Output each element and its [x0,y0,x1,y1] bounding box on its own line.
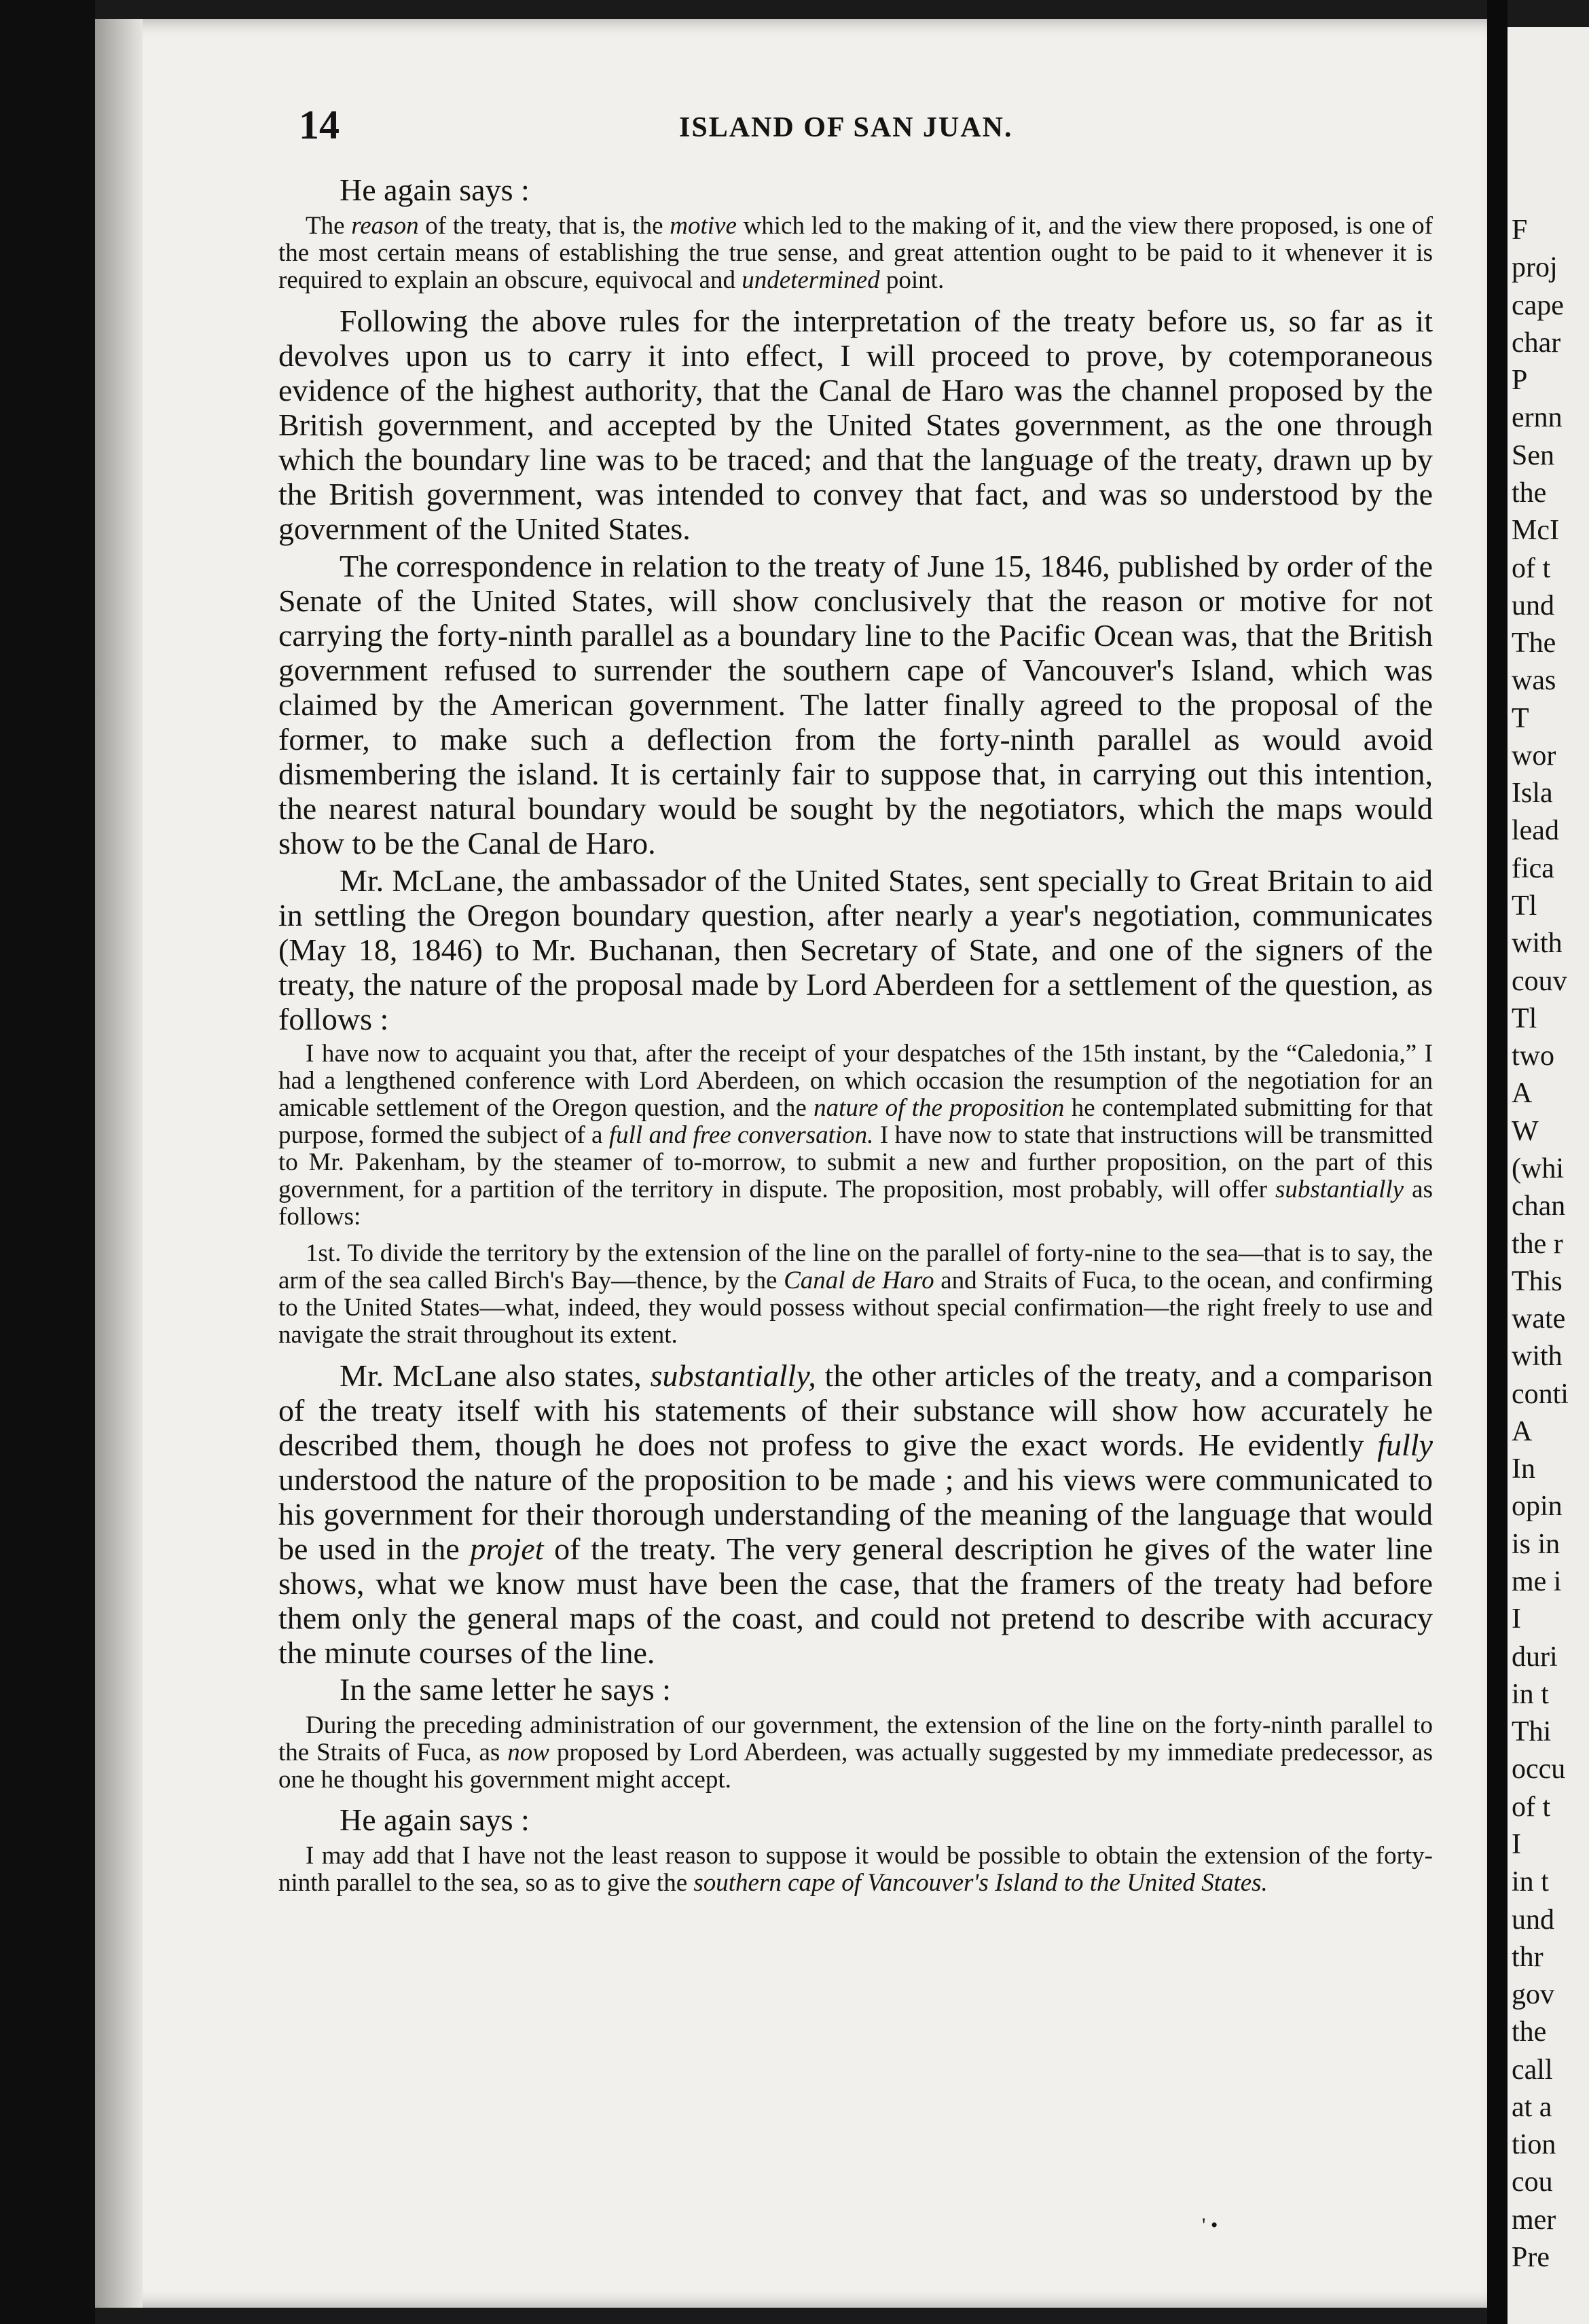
page-header [299,102,1453,156]
facing-page-fragment: I [1512,1828,1521,1860]
facing-page-fragment: in t [1512,1678,1549,1710]
page-number: 14 [299,103,340,147]
facing-page-fragment: thr [1512,1941,1544,1973]
facing-page-fragment: at a [1512,2091,1552,2123]
facing-page-fragment: two [1512,1040,1554,1072]
facing-page-fragment: me i [1512,1566,1562,1597]
facing-page-fragment: of t [1512,1791,1551,1823]
facing-page-fragment: cape [1512,289,1564,321]
facing-page-fragment: tion [1512,2129,1556,2161]
facing-page-fragment: with [1512,928,1563,960]
facing-page-fragment: (whi [1512,1152,1564,1184]
facing-page-fragment: A [1512,1415,1533,1447]
facing-page-fragment: in t [1512,1866,1549,1898]
facing-page-fragment: I [1512,1603,1521,1635]
facing-page-fragment: fica [1512,852,1554,884]
facing-page-fragment: F [1512,215,1528,246]
facing-page-fragment: lead [1512,815,1559,847]
facing-page-fragment: the r [1512,1228,1563,1260]
footer-mark: ' • [1202,2214,1218,2236]
paragraph: Following the above rules for the interpretation of the treaty before us, so far as it devolves upon us to carry it into effect, I will proceed to prove, by cotemporaneous evidence of the highest authority, that the Canal de Haro was the channel proposed by the British government, and accepted by the United States government, as the one through which the boundary line was to be traced; and that the language of the treaty, drawn up by the British government, was intended to convey that fact, and was so understood by the government of the United States. [278,304,1433,546]
facing-page-fragment: proj [1512,252,1558,284]
facing-page-fragment: call [1512,2054,1553,2086]
facing-page-fragment: cou [1512,2166,1553,2198]
block-quote-item: 1st. To divide the territory by the extension of the line on the parallel of forty-nine to the sea—that is to say, the arm of the sea called Birch's Bay—thence, by the Canal de Haro and Straits of Fuca, to the ocean, and confirming to the United States—what, indeed, they would possess without special confirmation—the right freely to use and navigate the strait throughout its extent. [278,1239,1433,1349]
facing-page-fragment: char [1512,327,1561,359]
facing-page-fragment: Tl [1512,1002,1537,1034]
facing-page-fragment: conti [1512,1378,1569,1410]
facing-page-fragment: In [1512,1453,1535,1485]
facing-page-fragment: opin [1512,1491,1563,1523]
paragraph: Mr. McLane also states, substantially, the other articles of the treaty, and a comparison of the treaty itself with his statements of their substance will show how accurately he described them, though he does not profess to give the exact words. He evidently fully understood the nature of the proposition to be made ; and his views were communicated to his government for their thorough understanding of the meaning of the language that would be used in the projet of the treaty. The very general description he gives of the water line shows, what we know must have been the case, that the framers of the treaty had before them only the general maps of the coast, and could not pretend to describe with accuracy the minute courses of the line. [278,1358,1433,1670]
facing-page-fragment: chan [1512,1191,1566,1222]
block-quote: During the preceding administration of our government, the extension of the line on the forty-ninth parallel to the Straits of Fuca, as now proposed by Lord Aberdeen, was actually suggested by my immediate predecessor, as one he thought his government might accept. [278,1711,1433,1794]
facing-page-fragment: was [1512,665,1556,697]
facing-page-fragment: A [1512,1078,1533,1110]
facing-page-fragment: gov [1512,1979,1554,2011]
facing-page-fragment: of t [1512,552,1551,584]
block-quote: I may add that I have not the least reason to suppose it would be possible to obtain the extension of the forty-ninth parallel to the sea, so as to give the southern cape of Vancouver's Island to the United States. [278,1842,1433,1897]
intro-line: He again says : [340,1802,530,1837]
facing-page-fragment: und [1512,1904,1554,1936]
page-binding-shadow [95,19,143,2308]
intro-line: In the same letter he says : [340,1672,671,1707]
facing-page-fragment: und [1512,589,1554,621]
facing-page-fragment: wate [1512,1303,1566,1335]
facing-page [1508,27,1589,2324]
book-edge-left [0,0,95,2324]
running-title: ISLAND OF SAN JUAN. [679,112,1013,143]
facing-page-fragment: McI [1512,515,1559,547]
facing-page-fragment: occu [1512,1754,1566,1785]
facing-page-fragment: Isla [1512,778,1553,810]
intro-line: He again says : [340,173,530,207]
facing-page-fragment: mer [1512,2204,1556,2236]
facing-page-fragment: The [1512,628,1556,659]
facing-page-fragment: P [1512,365,1528,397]
facing-page-fragment: Tl [1512,890,1537,922]
facing-page-fragment: This [1512,1265,1563,1297]
facing-page-fragment: ernn [1512,402,1563,434]
facing-page-fragment: W [1512,1115,1539,1147]
paragraph: Mr. McLane, the ambassador of the United States, sent specially to Great Britain to aid in settling the Oregon boundary question, after nearly a year's negotiation, communicates (May 18, 1846) to Mr. Buchanan, then Secretary of State, and one of the signers of the treaty, the nature of the proposal made by Lord Aberdeen for a settlement of the question, as follows : [278,863,1433,1036]
facing-page-fragment: the [1512,477,1547,509]
block-quote: I have now to acquaint you that, after the receipt of your despatches of the 15th instant, by the “Caledonia,” I had a lengthened conference with Lord Aberdeen, on which occasion the resumption of the negotiation for an amicable settlement of the Oregon question, and the nature of the proposition he contemplated submitting for that purpose, formed the subject of a full and free conversation. I have now to state that instructions will be transmitted to Mr. Pakenham, by the steamer of to-morrow, to submit a new and further proposition, on the part of this government, for a partition of the territory in dispute. The proposition, most probably, will offer substantially as follows: [278,1040,1433,1231]
page-body [278,173,1433,1906]
facing-page-fragment: with [1512,1341,1563,1373]
facing-page-fragment: Pre [1512,2242,1550,2273]
facing-page-fragment: is in [1512,1528,1560,1560]
facing-page-fragment: duri [1512,1641,1558,1673]
facing-page-fragment: wor [1512,740,1556,771]
book-gutter [1487,0,1508,2324]
block-quote: The reason of the treaty, that is, the motive which led to the making of it, and the view there proposed, is one of the most certain means of establishing the true sense, and great attention ought to be paid to it whenever it is required to explain an obscure, equivocal and undetermined point. [278,212,1433,294]
paragraph: The correspondence in relation to the treaty of June 15, 1846, published by order of the Senate of the United States, will show conclusively that the reason or motive for not carrying the forty-ninth parallel as a boundary line to the Pacific Ocean was, that the British government refused to surrender the southern cape of Vancouver's Island, which was claimed by the American government. The latter finally agreed to the proposal of the former, to make such a deflection from the forty-ninth parallel as would avoid dismembering the island. It is certainly fair to suppose that, in carrying out this intention, the nearest natural boundary would be sought by the negotiators, which the maps would show to be the Canal de Haro. [278,549,1433,860]
facing-page-fragment: Sen [1512,439,1554,471]
facing-page-fragment: the [1512,2016,1547,2048]
facing-page-fragment: couv [1512,965,1567,997]
facing-page-fragment: T [1512,702,1529,734]
facing-page-fragment: Thi [1512,1716,1552,1748]
